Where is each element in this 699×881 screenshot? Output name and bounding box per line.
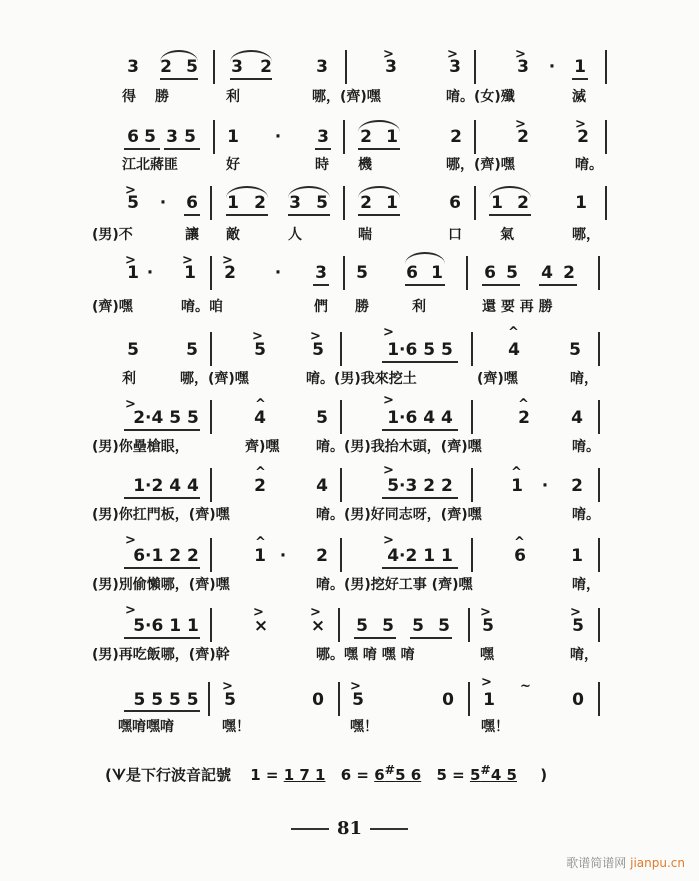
dot: · <box>159 193 167 213</box>
bar-line <box>210 538 212 572</box>
lyric: 哪，(齊)嘿 <box>446 157 515 173</box>
note-group: 2·4 5 5 <box>133 408 199 428</box>
score-row-7 <box>0 462 699 532</box>
note: 2 <box>577 127 589 147</box>
sharp-icon: # <box>480 762 491 777</box>
note: 2 <box>260 57 272 77</box>
note: 5 <box>356 263 368 283</box>
lyric: 唷， <box>572 577 600 593</box>
lyric: 機 <box>358 157 372 173</box>
equals: = <box>356 766 369 784</box>
accent-mark: > <box>383 393 394 408</box>
mordent-mark: ^ <box>508 325 519 340</box>
note: 4 <box>541 263 553 283</box>
lyric: 唷， <box>570 647 598 663</box>
note: 1 <box>184 263 196 283</box>
mordent-mark: ^ <box>511 465 522 480</box>
lyric: 唷。(女)殲 <box>446 89 515 105</box>
lyric: 哪，(齊)嘿 <box>180 371 249 387</box>
bar-line <box>598 538 600 572</box>
slur <box>358 120 400 132</box>
example-1-note: 1 <box>250 766 261 784</box>
bar-line <box>340 332 342 366</box>
rest: 0 <box>572 690 584 710</box>
beam <box>315 148 331 150</box>
lyric: 唷。 <box>572 507 600 523</box>
beam <box>124 148 160 150</box>
beam <box>489 214 531 216</box>
accent-mark: > <box>480 605 491 620</box>
note-group: 6·1 2 2 <box>133 546 199 566</box>
open-paren: ( <box>105 766 112 784</box>
note: 1 <box>386 193 398 213</box>
rest: 0 <box>442 690 454 710</box>
mordent-mark: ^ <box>255 465 266 480</box>
beam <box>124 497 200 499</box>
beam <box>164 148 200 150</box>
dot: · <box>541 476 549 496</box>
lyric: 勝 <box>155 89 169 105</box>
bar-line <box>598 608 600 642</box>
bar-line <box>605 120 607 154</box>
note: 5 <box>482 616 494 636</box>
note: 5 <box>572 616 584 636</box>
note: 4 <box>571 408 583 428</box>
note: 1 <box>227 193 239 213</box>
note: 3 <box>316 57 328 77</box>
dot: · <box>279 546 287 566</box>
bar-line <box>471 538 473 572</box>
note: 2 <box>360 193 372 213</box>
note: 3 <box>317 127 329 147</box>
score-row-2 <box>0 117 699 190</box>
note: 4 <box>316 476 328 496</box>
accent-mark: > <box>515 47 526 62</box>
slur <box>288 186 330 198</box>
beam <box>382 429 458 431</box>
mordent-mark: ^ <box>518 397 529 412</box>
bar-line <box>474 50 476 84</box>
mordent-mark: ^ <box>255 397 266 412</box>
beam <box>160 78 198 80</box>
glissando-mark: ~ <box>520 679 531 694</box>
example-3-expansion: 5#4 5 <box>469 762 517 784</box>
score-row-1 <box>0 47 699 120</box>
lyric: 唷。 <box>575 157 603 173</box>
note: 4 <box>254 408 266 428</box>
bar-line <box>471 468 473 502</box>
note: 2 <box>518 408 530 428</box>
slur <box>230 50 272 62</box>
lyric: (男)再吃飯哪，(齊)幹 <box>92 647 230 663</box>
mordent-footnote <box>105 762 547 785</box>
slur <box>358 186 400 198</box>
note: 2 <box>571 476 583 496</box>
beam <box>358 214 400 216</box>
score-row-9 <box>0 602 699 672</box>
dot: · <box>548 57 556 77</box>
accent-mark: > <box>253 605 264 620</box>
beam <box>230 78 272 80</box>
note: 5 <box>382 616 394 636</box>
beam <box>354 637 396 639</box>
accent-mark: > <box>481 675 492 690</box>
beam <box>124 637 200 639</box>
bar-line <box>605 50 607 84</box>
beam <box>572 78 588 80</box>
bar-line <box>598 468 600 502</box>
bar-line <box>340 538 342 572</box>
dot: · <box>274 263 282 283</box>
beam <box>358 148 400 150</box>
beam <box>382 361 458 363</box>
accent-mark: > <box>310 605 321 620</box>
dot: · <box>274 127 282 147</box>
note: 1 <box>511 476 523 496</box>
score-row-3 <box>0 183 699 256</box>
lyric: 嘿！ <box>350 719 378 735</box>
note: 5 <box>312 340 324 360</box>
equals: = <box>452 766 465 784</box>
note: 5 <box>569 340 581 360</box>
note: 2 <box>450 127 462 147</box>
equals: = <box>265 766 279 784</box>
accent-mark: > <box>125 603 136 618</box>
lyric: 哪， <box>572 227 600 243</box>
rest: 0 <box>312 690 324 710</box>
example-1-expansion: 1 7 1 <box>283 766 326 784</box>
bar-line <box>598 682 600 716</box>
lyric: 嘿 <box>480 647 494 663</box>
lyric: 還 要 再 勝 <box>482 299 553 315</box>
accent-mark: > <box>383 325 394 340</box>
note: 5 <box>352 690 364 710</box>
beam <box>410 637 452 639</box>
percussion-x: × <box>310 616 326 636</box>
note: 3 <box>289 193 301 213</box>
bar-line <box>345 50 347 84</box>
lyric: 唷。咱 <box>181 299 223 315</box>
note: 5 <box>144 127 156 147</box>
footnote-label: 是下行波音記號 <box>125 766 231 784</box>
lyric: 唷。(男)好同志呀，(齊)嘿 <box>316 507 482 523</box>
lyric: 口 <box>448 227 462 243</box>
note: 5 <box>254 340 266 360</box>
accent-mark: > <box>350 679 361 694</box>
note: 3 <box>449 57 461 77</box>
lyric: 利 <box>226 89 240 105</box>
lyric: 勝 <box>355 299 369 315</box>
note: 5 <box>224 690 236 710</box>
note-low: 6 <box>514 546 526 566</box>
note: 2 <box>360 127 372 147</box>
example-2-note: 6 <box>340 766 352 784</box>
dot: · <box>146 263 154 283</box>
lyric: 們 <box>314 299 328 315</box>
note-group: 4·2 1 1 <box>387 546 453 566</box>
note: 2 <box>316 546 328 566</box>
note: 5 <box>184 127 196 147</box>
note: 1 <box>254 546 266 566</box>
lyric: 嘿！ <box>222 719 250 735</box>
note: 2 <box>224 263 236 283</box>
dash <box>370 828 408 830</box>
note: 1 <box>575 193 587 213</box>
accent-mark: > <box>222 253 233 268</box>
example-2-expansion: 6#5 6 <box>374 762 422 784</box>
note: 5 <box>506 263 518 283</box>
note: 3 <box>385 57 397 77</box>
beam <box>124 567 200 569</box>
bar-line <box>471 400 473 434</box>
note: 2 <box>517 127 529 147</box>
accent-mark: > <box>125 253 136 268</box>
bar-line <box>210 608 212 642</box>
note: 6 <box>127 127 139 147</box>
score-row-4 <box>0 253 699 326</box>
note: 1 <box>127 263 139 283</box>
beam <box>226 214 268 216</box>
score-row-5 <box>0 325 699 398</box>
accent-mark: > <box>447 47 458 62</box>
note-group: 1·6 4 4 <box>387 408 453 428</box>
mordent-mark: ^ <box>514 535 525 550</box>
accent-mark: > <box>383 47 394 62</box>
bar-line <box>210 468 212 502</box>
accent-mark: > <box>125 533 136 548</box>
note: 5 <box>356 616 368 636</box>
lyric: 唷， <box>570 371 598 387</box>
note: 5 <box>186 340 198 360</box>
note-high: 1 <box>574 57 586 77</box>
beam <box>313 284 329 286</box>
lyric: 喘 <box>358 227 372 243</box>
slur <box>160 50 198 62</box>
lyric: (齊)嘿 <box>92 299 133 315</box>
score-row-8 <box>0 532 699 602</box>
page-number <box>0 818 699 839</box>
note: 1 <box>386 127 398 147</box>
lyric: (男)你壘槍眼， <box>92 439 189 455</box>
sharp-icon: # <box>384 762 396 777</box>
lyric: 時 <box>315 157 329 173</box>
beam <box>382 497 458 499</box>
lyric: 氣 <box>500 227 514 243</box>
note-low: 6 <box>186 193 198 213</box>
slur <box>226 186 268 198</box>
lyric: 滅 <box>572 89 586 105</box>
note-high: 1 <box>483 690 495 710</box>
note: 3 <box>231 57 243 77</box>
watermark-domain: jianpu.cn <box>630 856 685 870</box>
lyric: 好 <box>226 157 240 173</box>
score-row-10 <box>0 672 699 742</box>
note: 2 <box>160 57 172 77</box>
accent-mark: > <box>515 117 526 132</box>
accent-mark: > <box>125 183 136 198</box>
score-row-6 <box>0 394 699 464</box>
lyric: 唷。 <box>572 439 600 455</box>
watermark-cn: 歌谱简谱网 <box>566 856 627 870</box>
beam <box>124 710 200 712</box>
lyric: 敵 <box>226 227 240 243</box>
note-low: 5 <box>127 193 139 213</box>
bar-line <box>474 120 476 154</box>
lyric: 哪，(齊)嘿 <box>312 89 381 105</box>
note: 2 <box>563 263 575 283</box>
bar-line <box>598 332 600 366</box>
watermark <box>566 854 685 871</box>
beam <box>288 214 330 216</box>
note-group: 5·3 2 2 <box>387 476 453 496</box>
lyric: 江北蔣匪 <box>122 157 178 173</box>
lyric: 利 <box>122 371 136 387</box>
mordent-icon: ᗐ <box>111 766 126 784</box>
lyric: (男)你扛門板，(齊)嘿 <box>92 507 230 523</box>
accent-mark: > <box>575 117 586 132</box>
bar-line <box>210 400 212 434</box>
beam <box>405 284 445 286</box>
lyric: (男)不 <box>92 227 133 243</box>
note-high: 1 <box>431 263 443 283</box>
note: 3 <box>315 263 327 283</box>
slur <box>489 186 531 198</box>
accent-mark: > <box>310 329 321 344</box>
note: 1 <box>491 193 503 213</box>
beam <box>184 214 200 216</box>
lyric: 人 <box>288 227 302 243</box>
bar-line <box>598 400 600 434</box>
lyric: 齊)嘿 <box>245 439 280 455</box>
example-3-note: 5 <box>436 766 447 784</box>
accent-mark: > <box>383 533 394 548</box>
note-group: 5·6 1 1 <box>133 616 199 636</box>
note-low: 6 <box>449 193 461 213</box>
accent-mark: > <box>383 463 394 478</box>
bar-line <box>598 256 600 290</box>
lyric: 得 <box>122 89 136 105</box>
lyric: 唷。(男)挖好工事 (齊)嘿 <box>316 577 473 593</box>
note: 2 <box>254 476 266 496</box>
note: 6 <box>484 263 496 283</box>
note: 6 <box>406 263 418 283</box>
note: 4 <box>508 340 520 360</box>
lyric: 哪。嘿 唷 嘿 唷 <box>316 647 415 663</box>
accent-mark: > <box>182 253 193 268</box>
bar-line <box>471 332 473 366</box>
lyric: 嘿唷嘿唷 <box>118 719 174 735</box>
note: 3 <box>517 57 529 77</box>
lyric: 唷。(男)我抬木頭，(齊)嘿 <box>316 439 482 455</box>
accent-mark: > <box>125 397 136 412</box>
beam <box>382 567 458 569</box>
bar-line <box>340 400 342 434</box>
accent-mark: > <box>570 605 581 620</box>
note: 3 <box>166 127 178 147</box>
note: 5 <box>412 616 424 636</box>
note: 5 <box>438 616 450 636</box>
note-group: 5 5 5 5 <box>133 690 199 710</box>
note: 5 <box>127 340 139 360</box>
note: 2 <box>254 193 266 213</box>
lyric: 嘿！ <box>481 719 509 735</box>
beam <box>482 284 520 286</box>
lyric: 唷。(男)我來挖土 <box>306 371 417 387</box>
mordent-mark: ^ <box>255 535 266 550</box>
accent-mark: > <box>222 679 233 694</box>
note: 2 <box>517 193 529 213</box>
note: 5 <box>186 57 198 77</box>
beam <box>539 284 577 286</box>
note: 5 <box>316 193 328 213</box>
dash <box>291 828 329 830</box>
close-paren: ) <box>540 766 548 784</box>
lyric: 讓 <box>185 227 199 243</box>
note: 1 <box>571 546 583 566</box>
page-number-text: 81 <box>336 818 363 839</box>
lyric: 利 <box>412 299 426 315</box>
percussion-x: × <box>253 616 269 636</box>
note-group: 1·2 4 4 <box>133 476 199 496</box>
lyric: (齊)嘿 <box>477 371 518 387</box>
note-group: 1·6 5 5 <box>387 340 453 360</box>
bar-line <box>340 468 342 502</box>
lyric: (男)別偷懶哪，(齊)嘿 <box>92 577 230 593</box>
note: 5 <box>316 408 328 428</box>
bar-line <box>605 186 607 220</box>
note: 3 <box>127 57 139 77</box>
note: 1 <box>227 127 239 147</box>
beam <box>124 429 200 431</box>
bar-line <box>210 332 212 366</box>
accent-mark: > <box>252 329 263 344</box>
